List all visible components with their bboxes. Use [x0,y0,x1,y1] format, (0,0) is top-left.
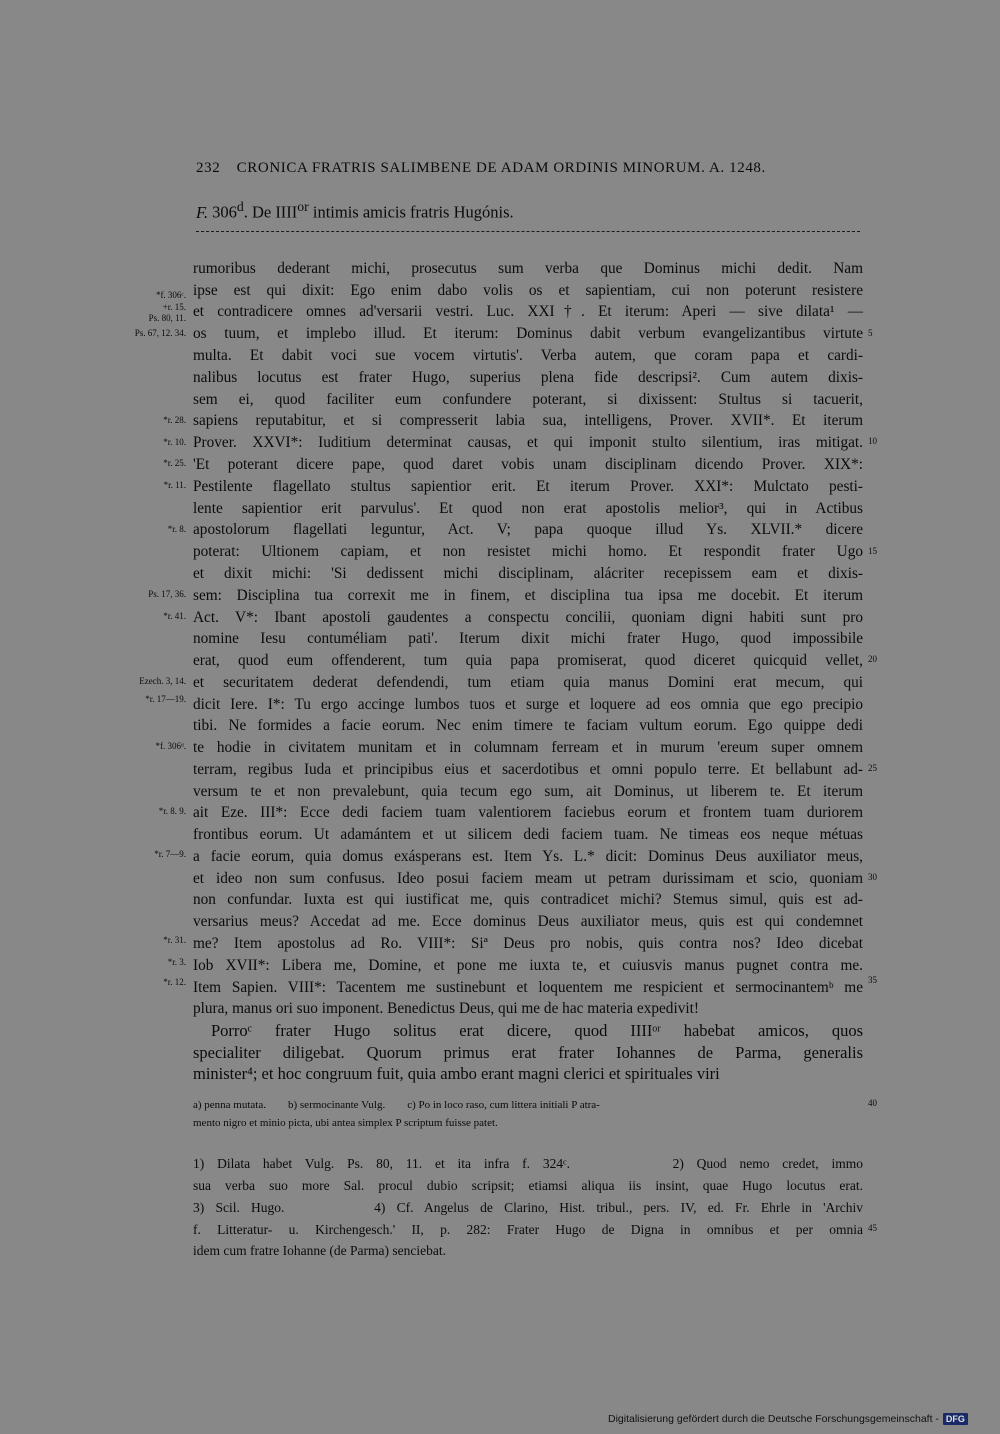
section-title-rest: intimis amicis fratris Hugónis. [308,202,514,222]
text-line: rumoribus dederant michi, prosecutus sum verba que Dominus michi dedit. Nam [193,260,863,277]
text-line: ait Eze. III*: Ecce dedi faciem tuam valentiorem faciebus eorum et frontem tuam duriorem [193,804,863,821]
footnote-line: f. Litteratur- u. Kirchengesch.' II, p. 282: Frater Hugo de Digna in omnibus et per omnia [193,1222,863,1237]
text-line: 'Et poterant dicere pape, quod daret vobis unam disciplinam dicendo Prover. XIX*: [193,456,863,473]
text-line: sem: Disciplina tua correxit me in finem, et disciplina tua ipsa me docebit. Et iterum [193,587,863,604]
line-number: 15 [868,546,877,556]
text-line: nalibus locutus est frater Hugo, superius plena fide descripsi². Cum autem dixis- [193,369,863,386]
dfg-logo: DFG [943,1413,968,1425]
digitization-footer [608,1413,968,1425]
text-line: nomine Iesu contuméliam pati'. Iterum dixit michi frater Hugo, quod impossibile [193,630,863,647]
margin-reference: *r. 31. [163,935,186,945]
text-line: sem ei, quod faciliter eum confundere poterant, si dixissent: Stultus si tacuerit, [193,391,863,408]
text-line: specialiter diligebat. Quorum primus erat frater Iohannes de Parma, generalis [193,1043,863,1062]
margin-reference: *r. 3. [167,957,186,967]
line-number: 45 [868,1223,877,1233]
margin-reference: *r. 8. [167,524,186,534]
line-number: 35 [868,975,877,985]
section-title: . De IIII [243,202,298,222]
text-line: Item Sapien. VIII*: Tacentem me sustinebunt et loquentem me respicient et sermocinantemᵇ me [193,979,863,996]
text-line: poterat: Ultionem capiam, et non resistet michi homo. Et respondit frater Ugo [193,543,863,560]
text-line: ipse est qui dixit: Ego enim dabo volis os et sapientiam, cui non poterunt resistere [193,282,863,299]
text-line: et contradicere omnes ad'versarii vestri. Luc. XXI†. Et iterum: Aperi — sive dilata¹ — [193,303,863,320]
text-line: a facie eorum, quia domus exásperans est. Item Ys. L.* dicit: Dominus Deus auxiliator meus, [193,848,863,865]
text-line: sapiens reputabitur, et si compresserit labia sua, intelligens, Prover. XVII*. Et iterum [193,412,863,429]
text-line: Act. V*: Ibant apostoli gaudentes a conspectu concilii, quoniam digni habiti sunt pro [193,609,863,626]
text-line: os tuum, et implebo illud. Et iterum: Dominus dabit verbum evangelizantibus virtute [193,325,863,342]
margin-reference: Ps. 17, 36. [148,589,186,599]
footnote-line: 3) Scil. Hugo. 4) Cf. Angelus de Clarino, Hist. tribul., pers. IV, ed. Fr. Ehrle in 'Archiv [193,1200,863,1215]
margin-reference: *r. 12. [163,977,186,987]
section-heading [196,199,514,223]
text-line: frontibus eorum. Ut adamántem et ut silicem dedi faciem tuam. Ne timeas eos neque métuas [193,826,863,843]
heading-rule [196,231,860,232]
margin-reference: *r. 7—9. [154,849,186,859]
text-line: versarius meus? Accedat ad me. Ecce dominus Deus auxiliator meus, quis est qui condemnet [193,913,863,930]
line-number: 40 [868,1098,877,1108]
margin-reference: +r. 15. [162,302,186,312]
margin-reference: *r. 41. [163,611,186,621]
text-line: dicit Iere. I*: Tu ergo accinge lumbos tuos et surge et loquere ad eos omnia que ego precipio [193,696,863,713]
footnote-line: sua verba suo more Sal. procul dubio scripsit; etiamsi aliqua iis insint, quae Hugo locutus erat. [193,1178,863,1193]
margin-reference: *f. 306ᶜ. [155,290,186,300]
text-line: Iob XVII*: Libera me, Domine, et pone me iuxta te, et cuiusvis manus pugnet contra me. [193,957,863,974]
footer-text: Digitalisierung gefördert durch die Deutsche Forschungsgemeinschaft - [608,1413,939,1425]
text-line: te hodie in civitatem munitam et in columnam ferream et in murum 'ereum super omnem [193,739,863,756]
text-line: me? Item apostolus ad Ro. VIII*: Siª Deus pro nobis, quis contra nos? Ideo dicebat [193,935,863,952]
footnote-line: idem cum fratre Iohanne (de Parma) senciebat. [193,1243,447,1258]
text-line: et dixit michi: 'Si dedissent michi disciplinam, alácriter recepissem eam et dixis- [193,565,863,582]
folio-marker: F. [196,202,209,222]
running-header [196,160,822,177]
text-line: Prover. XXVI*: Iuditium determinat causas, et qui imponit stulto silentium, iras mitigat. [193,434,863,451]
margin-reference: Ps. 80, 11. [148,313,186,323]
line-number: 30 [868,872,877,882]
text-line: et securitatem dederat defendendi, tum etiam quia manus Domini erat mecum, qui [193,674,863,691]
folio-number: 306 [212,202,237,222]
running-title: CRONICA FRATRIS SALIMBENE DE ADAM ORDINIS MINORUM. A. 1248. [236,160,766,176]
text-line: Porroᶜ frater Hugo solitus erat dicere, quod IIIIᵒʳ habebat amicos, quos [211,1021,863,1040]
line-number: 25 [868,763,877,773]
text-line: apostolorum flagellati leguntur, Act. V; papa quoque illud Ys. XLVII.* dicere [193,521,863,538]
text-line: lente sapientior erit parvulus'. Et quod non erat apostolis melior³, qui in Actibus [193,500,863,517]
footnote-line: 1) Dilata habet Vulg. Ps. 80, 11. et ita infra f. 324ᶜ. 2) Quod nemo credet, immo [193,1156,863,1171]
margin-reference: *r. 8. 9. [158,806,186,816]
margin-reference: *r. 11. [163,480,186,490]
text-line: Pestilente flagellato stultus sapientior erit. Et iterum Prover. XXI*: Mulctato pesti- [193,478,863,495]
text-line: multa. Et dabit voci sue vocem virtutis'. Verba autem, que coram papa et cardi- [193,347,863,364]
line-number: 10 [868,436,877,446]
margin-reference: Ezech. 3, 14. [139,676,186,686]
text-line: et ideo non sum confusus. Ideo posui faciem meam ut petram durissimam et scio, quoniam [193,870,863,887]
margin-reference: *r. 17—19. [145,694,186,704]
margin-reference: *r. 10. [163,437,186,447]
text-line: non confundar. Iuxta est qui iustificat me, quis contradicet michi? Stemus simul, quis est ad- [193,891,863,908]
text-line: tibi. Ne formides a facie eorum. Nec enim timere te faciam vultum eorum. Ego quippe dedi [193,717,863,734]
margin-reference: *r. 25. [163,458,186,468]
margin-reference: *f. 306ᵈ. [155,741,186,751]
text-line: erat, quod eum offenderent, tum quia papa promiserat, quod diceret quicquid vellet, [193,652,863,669]
text-line: minister⁴; et hoc congruum fuit, quia ambo erant magni clerici et spirituales viri [193,1064,720,1083]
margin-reference: *r. 28. [163,415,186,425]
margin-reference: Ps. 67, 12. 34. [134,328,186,338]
textual-note-line: a) penna mutata. b) sermocinante Vulg. c) Po in loco raso, cum littera initiali P atra- [193,1099,600,1111]
textual-note-line: mento nigro et minio picta, ubi antea simplex P scriptum fuisse patet. [193,1117,498,1129]
section-title-superscript: or [297,199,309,214]
page-number: 232 [196,160,221,176]
folio-superscript: d [236,199,244,214]
line-number: 5 [868,328,873,338]
line-number: 20 [868,654,877,664]
text-line: versum te et non prevalebunt, quia tecum ego sum, ait Dominus, ut liberem te. Et iterum [193,783,863,800]
text-line: plura, manus ori suo imponent. Benedictus Deus, qui me de hac materia expedivit! [193,1000,699,1017]
text-line: terram, regibus Iuda et principibus eius et sacerdotibus et omni populo terre. Et bellabunt ad- [193,761,863,778]
